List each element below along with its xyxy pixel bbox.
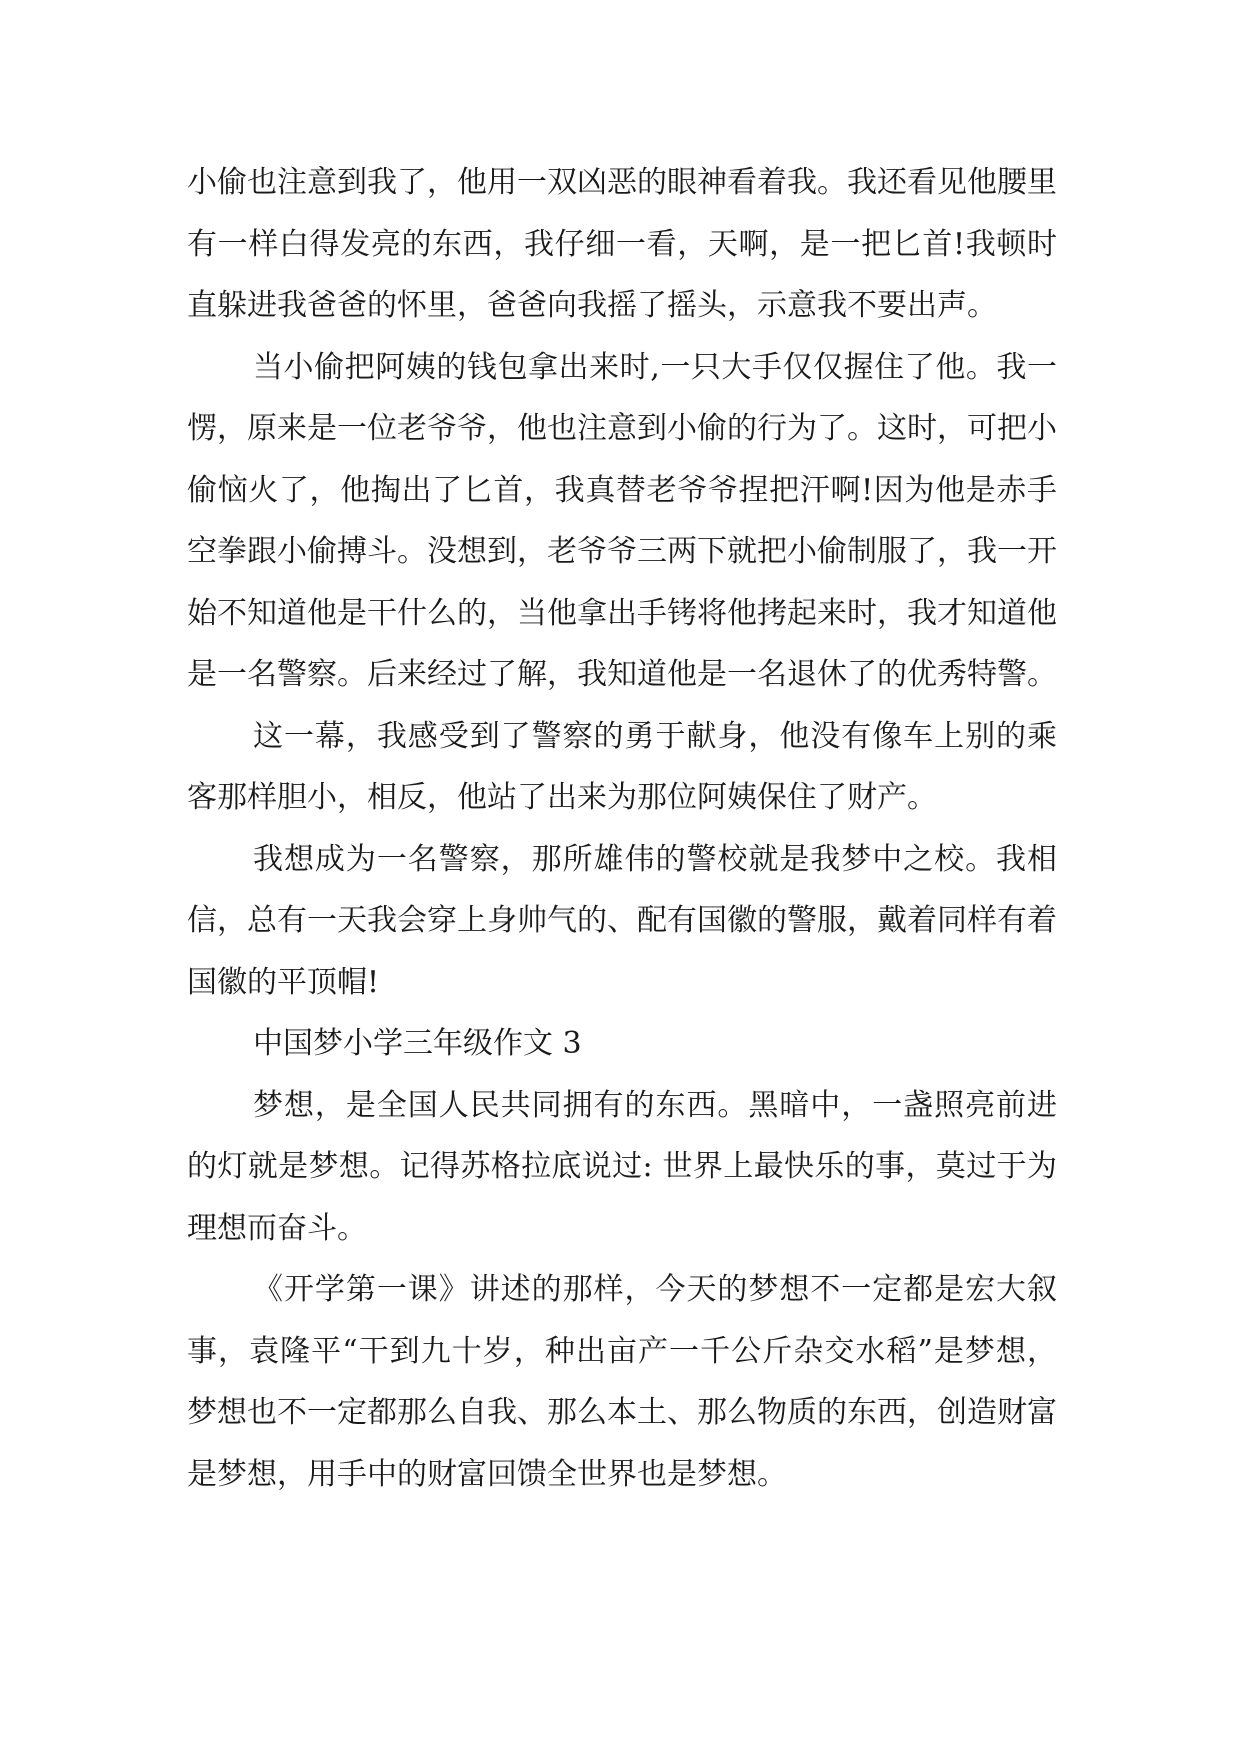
paragraph-5: 梦想，是全国人民共同拥有的东西。黑暗中，一盏照亮前进的灯就是梦想。记得苏格拉底说过: 世界上最快乐的事，莫过于为理想而奋斗。 xyxy=(187,1087,1057,1246)
document-body xyxy=(187,152,1057,1505)
paragraph-3: 这一幕，我感受到了警察的勇于献身，他没有像车上别的乘客那样胆小，相反，他站了出来为那位阿姨保住了财产。 xyxy=(187,718,1057,815)
paragraph-4: 我想成为一名警察，那所雄伟的警校就是我梦中之校。我相信，总有一天我会穿上身帅气的、配有国徽的警服，戴着同样有着国徽的平顶帽! xyxy=(187,841,1057,1000)
paragraph-6: 《开学第一课》讲述的那样，今天的梦想不一定都是宏大叙事，袁隆平“干到九十岁，种出亩产一千公斤杂交水稻”是梦想，梦想也不一定都那么自我、那么本土、那么物质的东西，创造财富是梦想，用手中的财富回馈全世界也是梦想。 xyxy=(187,1272,1057,1492)
paragraph-2: 当小偷把阿姨的钱包拿出来时,一只大手仅仅握住了他。我一愣，原来是一位老爷爷，他也注意到小偷的行为了。这时，可把小偷恼火了，他掏出了匕首，我真替老爷爷捏把汗啊!因为他是赤手空拳跟小偷搏斗。没想到，老爷爷三两下就把小偷制服了，我一开始不知道他是干什么的，当他拿出手铐将他拷起来时，我才知道他是一名警察。后来经过了解，我知道他是一名退休了的优秀特警。 xyxy=(187,349,1057,692)
section-heading: 中国梦小学三年级作文 3 xyxy=(253,1026,582,1061)
paragraph-1: 小偷也注意到我了，他用一双凶恶的眼神看着我。我还看见他腰里有一样白得发亮的东西，我仔细一看，天啊，是一把匕首!我顿时直躲进我爸爸的怀里，爸爸向我摇了摇头，示意我不要出声。 xyxy=(187,165,1057,323)
